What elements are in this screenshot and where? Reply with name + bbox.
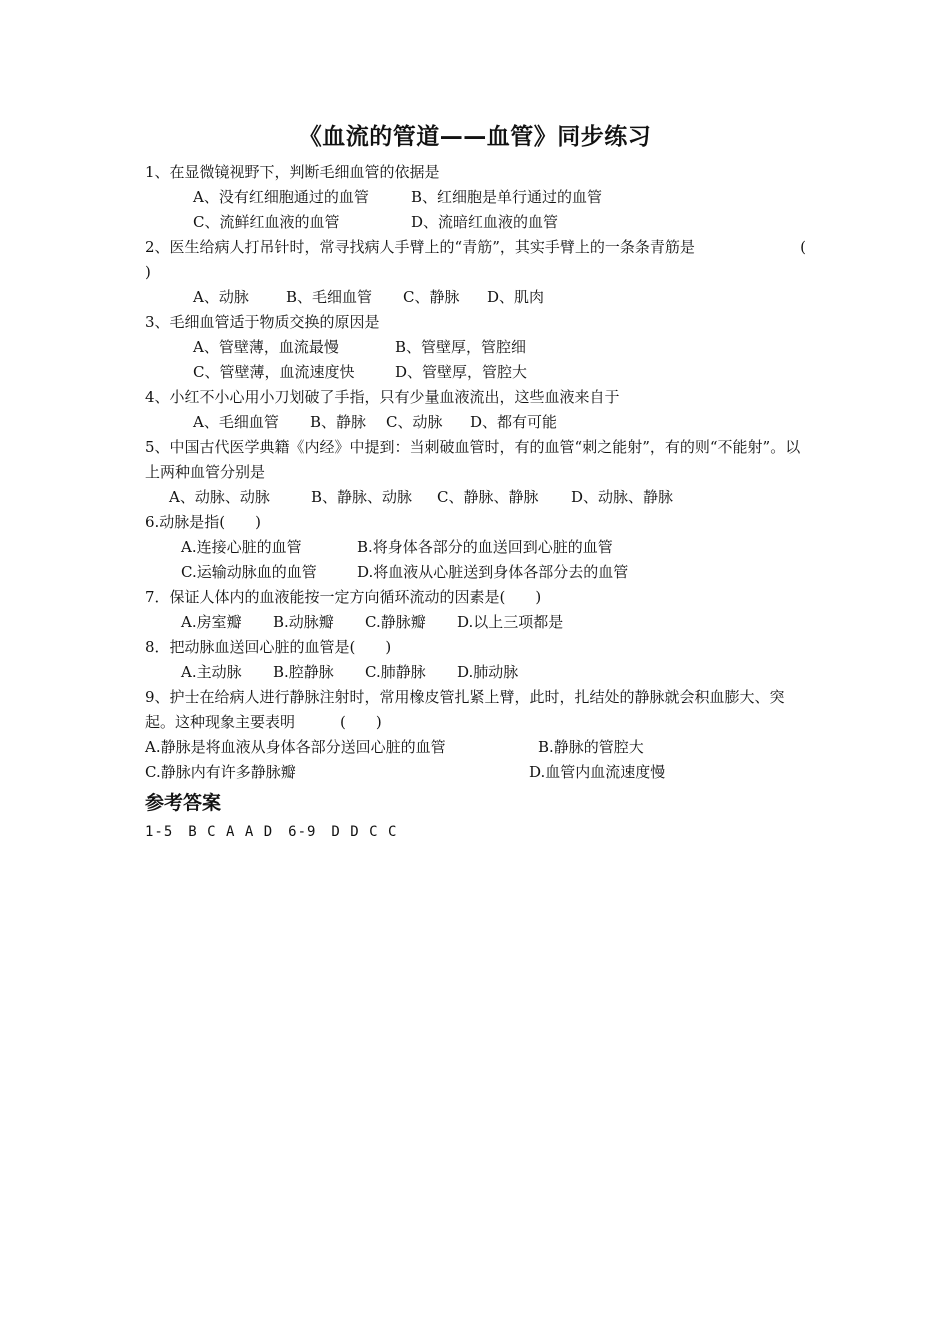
option-9c: C.静脉内有许多静脉瓣 (145, 763, 296, 781)
option-3b: B、管壁厚，管腔细 (395, 338, 527, 356)
option-7b: B.动脉瓣 (273, 613, 334, 631)
question-7-stem: 7．保证人体内的血液能按一定方向循环流动的因素是( ) (145, 588, 542, 606)
question-1-options-row-2 (145, 210, 810, 235)
option-2c: C、静脉 (403, 288, 460, 306)
question-9-options-row-1 (145, 735, 810, 760)
question-9-stem: 9、护士在给病人进行静脉注射时，常用橡皮管扎紧上臂，此时，扎结处的静脉就会积血膨大、突起。这种现象主要表明 ( ) (145, 688, 785, 731)
question-6-options-row-1 (145, 535, 810, 560)
option-9a: A.静脉是将血液从身体各部分送回心脏的血管 (145, 738, 446, 756)
question-8-options-row (145, 660, 810, 685)
option-6d: D.将血液从心脏送到身体各部分去的血管 (357, 563, 629, 581)
option-8a: A.主动脉 (181, 663, 242, 681)
option-6a: A.连接心脏的血管 (181, 538, 302, 556)
question-6-options-row-2 (145, 560, 810, 585)
question-3-options-row-1 (145, 335, 810, 360)
answer-heading: 参考答案 (145, 792, 222, 814)
question-list (145, 160, 810, 845)
option-1a: A、没有红细胞通过的血管 (193, 188, 369, 206)
option-1c: C、流鲜红血液的血管 (193, 213, 340, 231)
option-6b: B.将身体各部分的血送回到心脏的血管 (357, 538, 613, 556)
question-2-paren-open: ( (800, 238, 806, 256)
question-1-stem: 1、在显微镜视野下，判断毛细血管的依据是 (145, 163, 440, 181)
question-3-options-row-2 (145, 360, 810, 385)
option-3c: C、管壁薄，血流速度快 (193, 363, 355, 381)
option-1d: D、流暗红血液的血管 (411, 213, 559, 231)
question-4-options-row (145, 410, 810, 435)
question-2-options-row (145, 285, 810, 310)
question-2-stem (145, 235, 810, 260)
option-2d: D、肌肉 (487, 288, 545, 306)
option-4b: B、静脉 (310, 413, 367, 431)
question-6-stem: 6.动脉是指( ) (145, 513, 262, 531)
option-4c: C、动脉 (386, 413, 443, 431)
option-5d: D、动脉、静脉 (571, 488, 674, 506)
option-6c: C.运输动脉血的血管 (181, 563, 317, 581)
option-7d: D.以上三项都是 (457, 613, 564, 631)
option-5c: C、静脉、静脉 (437, 488, 539, 506)
option-3a: A、管壁薄，血流最慢 (193, 338, 339, 356)
question-1-options-row-1 (145, 185, 810, 210)
question-3-stem: 3、毛细血管适于物质交换的原因是 (145, 313, 380, 331)
question-9-options-row-2 (145, 760, 810, 785)
option-2a: A、动脉 (193, 288, 249, 306)
question-5-options-row (145, 485, 810, 510)
document-title: 《血流的管道——血管》同步练习 (298, 124, 652, 150)
option-2b: B、毛细血管 (286, 288, 373, 306)
option-8c: C.肺静脉 (365, 663, 426, 681)
option-7a: A.房室瓣 (181, 613, 242, 631)
option-3d: D、管壁厚，管腔大 (395, 363, 528, 381)
option-5b: B、静脉、动脉 (311, 488, 413, 506)
question-8-stem: 8．把动脉血送回心脏的血管是( ) (145, 638, 392, 656)
option-4d: D、都有可能 (470, 413, 558, 431)
option-8b: B.腔静脉 (273, 663, 334, 681)
option-5a: A、动脉、动脉 (169, 488, 270, 506)
question-4-stem: 4、小红不小心用小刀划破了手指，只有少量血液流出，这些血液来自于 (145, 388, 620, 406)
option-1b: B、红细胞是单行通过的血管 (411, 188, 603, 206)
option-7c: C.静脉瓣 (365, 613, 426, 631)
option-9d: D.血管内血流速度慢 (529, 763, 666, 781)
option-8d: D.肺动脉 (457, 663, 519, 681)
answer-key: 1-5 B C A A D 6-9 D D C C (145, 824, 398, 840)
question-7-options-row (145, 610, 810, 635)
option-4a: A、毛细血管 (193, 413, 279, 431)
option-9b: B.静脉的管腔大 (538, 738, 644, 756)
question-2-paren-close: ) (145, 263, 151, 281)
question-2-text: 2、医生给病人打吊针时，常寻找病人手臂上的“青筋”，其实手臂上的一条条青筋是 (145, 238, 695, 256)
question-5-stem: 5、中国古代医学典籍《内经》中提到：当刺破血管时，有的血管“刺之能射”，有的则“不能射”。以上两种血管分别是 (145, 438, 801, 481)
